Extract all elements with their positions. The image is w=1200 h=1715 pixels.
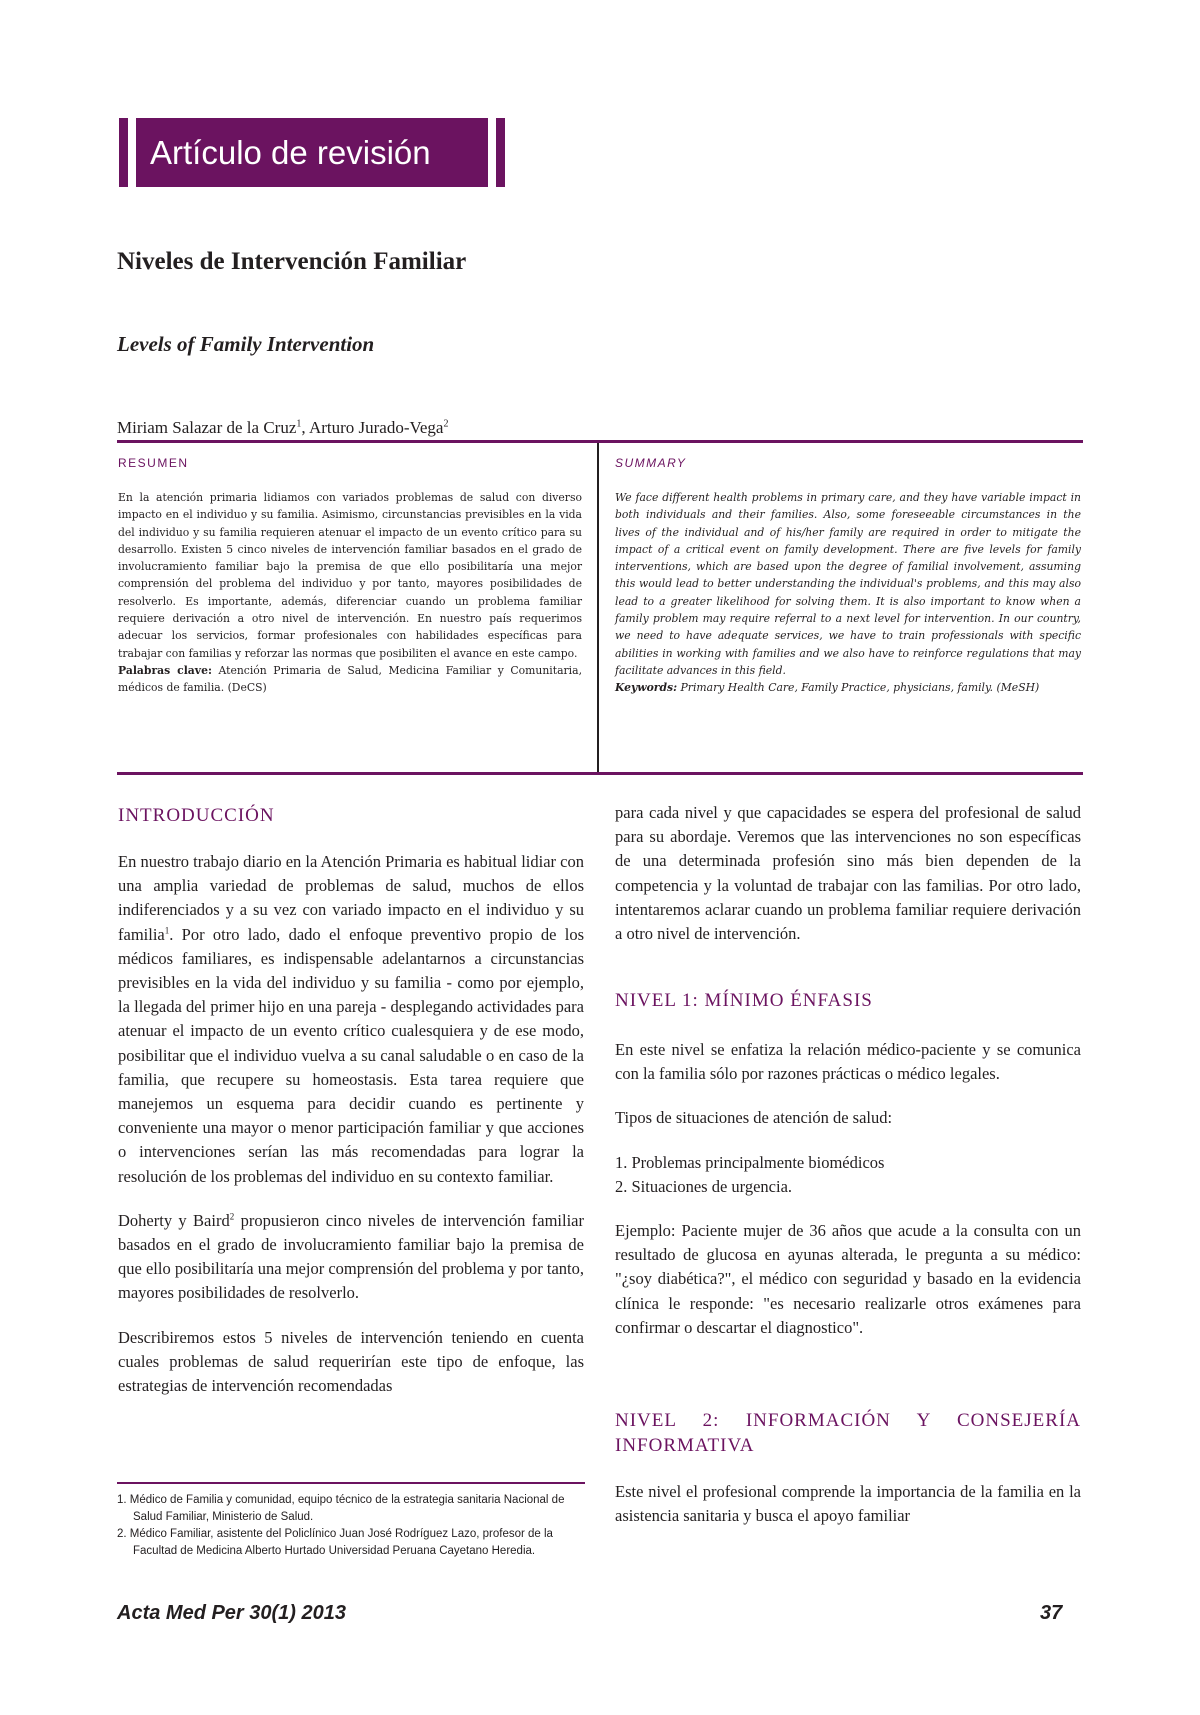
left-column-body xyxy=(118,850,584,1418)
paragraph: En este nivel se enfatiza la relación médico-paciente y se comunica con la familia sólo por razones prácticas o médico legales. xyxy=(615,1040,1081,1084)
list-item: 2. Situaciones de urgencia. xyxy=(615,1176,793,1196)
author-affiliation-marker: 1 xyxy=(296,418,302,430)
abstract-column-divider xyxy=(597,443,599,773)
footnote: 1. Médico de Familia y comunidad, equipo técnico de la estrategia sanitaria Nacional de Salud Familiar, Ministerio de Salud. xyxy=(117,1494,565,1523)
summary-keywords: Primary Health Care, Family Practice, physicians, family. (MeSH) xyxy=(677,681,1040,695)
article-type-banner xyxy=(119,118,504,187)
abstract-bottom-rule xyxy=(117,772,1083,775)
author-separator: , xyxy=(301,418,309,437)
paragraph xyxy=(118,850,584,1189)
author-name: Arturo Jurado-Vega xyxy=(308,418,444,437)
abstract-top-rule xyxy=(117,440,1083,443)
summary-heading: SUMMARY xyxy=(615,456,687,470)
paragraph-text: Doherty y Baird xyxy=(118,1210,230,1230)
footnote: 2. Médico Familiar, asistente del Policlínico Juan José Rodríguez Lazo, profesor de la Facultad de Medicina Alberto Hurtado Universidad Peruana Cayetano Heredia. xyxy=(117,1528,553,1557)
paragraph: Este nivel el profesional comprende la importancia de la familia en la asistencia sanitaria y busca el apoyo familiar xyxy=(615,1482,1081,1526)
footnote-rule xyxy=(117,1482,585,1484)
paragraph: Describiremos estos 5 niveles de intervención teniendo en cuenta cuales problemas de salud requerirían este tipo de enfoque, las estrategias de intervención recomendadas xyxy=(118,1327,584,1396)
banner-left-bar xyxy=(119,118,128,187)
resumen-body: En la atención primaria lidiamos con variados problemas de salud con diverso impacto en el individuo y su familia. Asimismo, circunstancias previsibles en la vida del individuo y su familia requieren atenuar el impacto de un evento crítico para su desarrollo. Existen 5 cinco niveles de intervención familiar basados en el grado de involucramiento familiar bajo la premisa de que ello posibilitaría una mejor comprensión del problema del individuo y por tanto, mayores posibilidades de resolverlo. Es importante, además, diferenciar cuando un problema familiar requiere derivación a otro nivel de intervención. En nuestro país requerimos adecuar los servicios, formar profesionales con habilidades específicas para trabajar con familias y reforzar las normas que posibiliten el avance en este campo. xyxy=(118,491,582,660)
page-number: 37 xyxy=(1040,1602,1063,1624)
resumen-heading: RESUMEN xyxy=(118,456,189,470)
right-column-body xyxy=(615,801,1081,966)
summary-body: We face different health problems in primary care, and they have variable impact in both individuals and their families. Also, some foreseeable circumstances in the lives of the individual and of his/her family are required in order to mitigate the impact of a critical event on family development. There are five levels for family interventions, which are based upon the degree of familial involvement, assuming this would lead to better understanding the individual's problems, and this may also lead to a greater likelihood for solving them. It is also important to know when a family problem may require referral to a next level for intervention. In our country, we need to have adequate services, we have to train professionals with specific abilities in working with families and we also have to reinforce regulations that may facilitate advances in this field. xyxy=(615,491,1081,677)
section-heading-nivel-2: NIVEL 2: INFORMACIÓN Y CONSEJERÍA INFORMATIVA xyxy=(615,1410,1081,1456)
paragraph xyxy=(118,1209,584,1306)
nivel-2-body xyxy=(615,1480,1081,1548)
summary-keywords-label: Keywords: xyxy=(615,681,678,695)
resumen-keywords: Atención Primaria de Salud, Medicina Familiar y Comunitaria, médicos de familia. (DeCS) xyxy=(118,663,583,695)
banner-right-bar xyxy=(496,118,505,187)
paragraph: para cada nivel y que capacidades se espera del profesional de salud para su abordaje. Veremos que las intervenciones no son específicas de una determinada profesión sino más bien dependen de la competencia y la voluntad de trabajar con las familias. Por otro lado, intentaremos aclarar cuando un problema familiar requiere derivación a otro nivel de intervención. xyxy=(615,803,1081,944)
article-title-english: Levels of Family Intervention xyxy=(117,332,375,356)
resumen-text xyxy=(118,489,582,697)
article-type-label: Artículo de revisión xyxy=(136,118,488,187)
section-heading-nivel-1: NIVEL 1: MÍNIMO ÉNFASIS xyxy=(615,990,873,1011)
list-item: 1. Problemas principalmente biomédicos xyxy=(615,1152,885,1172)
citation-marker: 2 xyxy=(229,1211,235,1222)
section-heading-introduccion: INTRODUCCIÓN xyxy=(118,805,275,826)
resumen-keywords-label: Palabras clave: xyxy=(118,663,212,677)
summary-text xyxy=(615,489,1081,697)
author-name: Miriam Salazar de la Cruz xyxy=(117,418,297,437)
author-list xyxy=(117,418,448,438)
paragraph-text: propusieron cinco niveles de intervención familiar basados en el grado de involucramiento familiar bajo la premisa de que ello posibilitaría una mejor comprensión del problema y por tanto, mayores posibilidades de resolverlo. xyxy=(118,1210,585,1303)
article-title-spanish: Niveles de Intervención Familiar xyxy=(117,248,467,275)
paragraph: Tipos de situaciones de atención de salud: xyxy=(615,1108,893,1128)
author-affiliation-marker: 2 xyxy=(443,418,449,430)
citation-marker: 1 xyxy=(164,925,170,936)
paragraph-text: En nuestro trabajo diario en la Atención Primaria es habitual lidiar con una amplia variedad de problemas de salud, muchos de ellos indiferenciados y a su vez con variado impacto en el individuo y su familia xyxy=(118,852,584,944)
nivel-1-body xyxy=(615,1038,1081,1360)
journal-citation: Acta Med Per 30(1) 2013 xyxy=(117,1602,347,1624)
paragraph: Ejemplo: Paciente mujer de 36 años que acude a la consulta con un resultado de glucosa en ayunas alterada, le pregunta a su médico: "¿soy diabética?", el médico con seguridad y basado en la evidencia clínica le responde: "es necesario realizarle otros exámenes para confirmar o descartar el diagnostico". xyxy=(615,1221,1081,1337)
footnotes xyxy=(117,1492,587,1560)
paragraph-text: . Por otro lado, dado el enfoque preventivo propio de los médicos familiares, es indispensable adelantarnos a circunstancias previsibles en la vida del individuo y su familia - como por ejemplo, la llegada del primer hijo en una pareja - desplegando actividades para atenuar el impacto de un evento crítico cualesquiera y de ese modo, posibilitar que el individuo vuelva a su canal saludable o en caso de la familia, que recupere su homeostasis. Esta tarea requiere que manejemos un esquema para decidir cuando es pertinente y conveniente una mayor o menor participación familiar y que acciones o intervenciones serían las más recomendadas para lograr la resolución de los problemas del individuo en su contexto familiar. xyxy=(118,924,584,1186)
